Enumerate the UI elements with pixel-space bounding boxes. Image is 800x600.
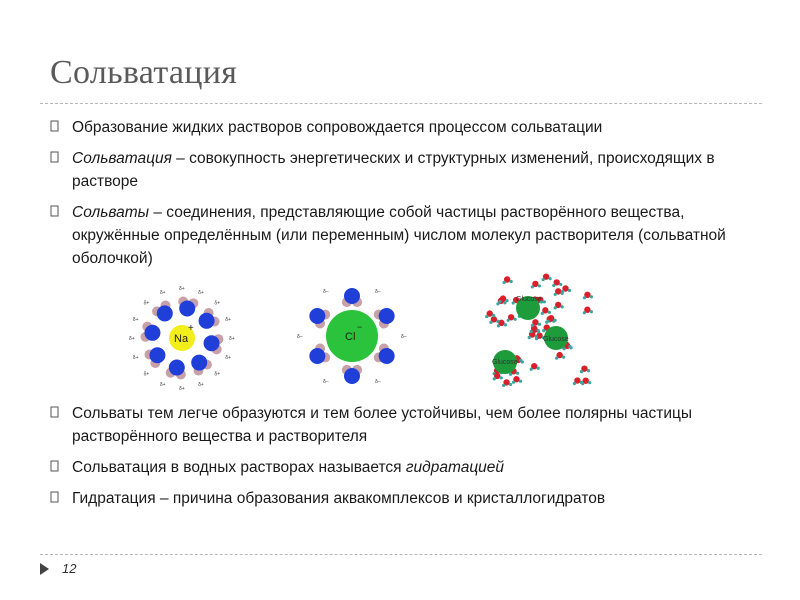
list-item xyxy=(50,201,755,270)
water-hydrogen-dot xyxy=(530,330,533,333)
water-hydrogen-dot xyxy=(509,383,512,386)
bullet-icon xyxy=(50,204,63,218)
bullet-icon xyxy=(50,150,63,164)
list-item xyxy=(50,487,755,510)
water-molecule xyxy=(309,308,330,329)
water-hydrogen-dot xyxy=(543,300,546,303)
dipole-mark: δ+ xyxy=(198,289,204,296)
water-hydrogen-dot xyxy=(516,372,519,375)
bullet-icon xyxy=(50,119,63,133)
water-hydrogen-dot xyxy=(485,315,488,318)
dipole-mark: δ+ xyxy=(225,316,231,323)
dipole-mark: δ+ xyxy=(214,300,221,307)
water-hydrogen-dot xyxy=(554,319,557,322)
footer-divider xyxy=(40,554,762,555)
water-hydrogen-dot xyxy=(583,296,586,299)
oxygen-atom xyxy=(344,288,360,304)
water-hydrogen-dot xyxy=(568,345,571,348)
water-hydrogen-dot xyxy=(554,306,557,309)
water-hydrogen-dot xyxy=(531,285,534,288)
dipole-mark: δ+ xyxy=(214,371,221,378)
sodium-label: Na xyxy=(174,333,189,345)
bullet-text: – соединения, представляющие собой частицы растворённого вещества, окружённые определённым (или переменным) числом молекул растворителя (сольватной оболочкой) xyxy=(72,204,726,267)
page-number: 12 xyxy=(62,561,77,576)
water-molecule xyxy=(342,365,362,384)
oxygen-atom xyxy=(309,308,325,324)
water-hydrogen-dot xyxy=(549,277,552,280)
slide-title: Сольватация xyxy=(50,54,238,91)
water-hydrogen-dot xyxy=(552,284,555,287)
water-hydrogen-dot xyxy=(590,295,593,298)
title-divider xyxy=(40,103,762,104)
dipole-mark: δ+ xyxy=(143,300,150,307)
water-hydrogen-dot xyxy=(568,289,571,292)
water-hydrogen-dot xyxy=(561,290,564,293)
water-hydrogen-dot xyxy=(492,314,495,317)
water-hydrogen-dot xyxy=(587,369,590,372)
oxygen-atom xyxy=(379,348,395,364)
sodium-hydration-figure xyxy=(130,283,240,393)
water-hydrogen-dot xyxy=(542,278,545,281)
water-hydrogen-dot xyxy=(510,280,513,283)
dipole-mark: δ+ xyxy=(179,386,185,392)
oxygen-atom xyxy=(149,347,165,363)
water-hydrogen-dot xyxy=(580,381,583,384)
glucose-label: Glucose xyxy=(516,296,542,303)
bullet-icon xyxy=(50,459,63,473)
bullet-term: Сольваты xyxy=(72,204,150,221)
bullet-text: Образование жидких растворов сопровождается процессом сольватации xyxy=(72,119,603,136)
water-hydrogen-dot xyxy=(537,329,540,332)
dipole-mark: δ+ xyxy=(132,316,139,323)
water-hydrogen-dot xyxy=(502,384,505,387)
bullet-term: Сольватация xyxy=(72,150,172,167)
water-hydrogen-dot xyxy=(537,367,540,370)
list-item xyxy=(50,402,755,448)
dipole-mark: δ+ xyxy=(129,336,135,342)
water-hydrogen-dot xyxy=(588,381,591,384)
water-molecule xyxy=(374,308,395,329)
sodium-charge: + xyxy=(188,323,194,334)
water-hydrogen-dot xyxy=(562,355,565,358)
dipole-mark: δ+ xyxy=(225,355,231,362)
water-hydrogen-dot xyxy=(528,336,531,339)
dipole-mark: δ+ xyxy=(132,355,139,362)
dipole-mark: δ– xyxy=(323,288,329,295)
water-hydrogen-dot xyxy=(590,310,593,313)
water-molecule xyxy=(144,347,165,368)
chloride-charge: − xyxy=(357,322,363,332)
water-molecule xyxy=(191,355,212,376)
water-hydrogen-dot xyxy=(580,370,583,373)
glucose-solution-figure xyxy=(483,268,598,390)
water-hydrogen-dot xyxy=(497,324,500,327)
dipole-mark: δ+ xyxy=(229,336,235,342)
water-hydrogen-dot xyxy=(559,283,562,286)
water-hydrogen-dot xyxy=(547,320,550,323)
water-hydrogen-dot xyxy=(530,368,533,371)
oxygen-atom xyxy=(157,305,173,321)
dipole-mark: δ– xyxy=(297,334,303,340)
water-molecule xyxy=(374,343,395,364)
dipole-mark: δ+ xyxy=(159,382,166,389)
bullet-term: гидратацией xyxy=(405,459,505,476)
bullet-text: Гидратация – причина образования аквакомплексов и кристаллогидратов xyxy=(72,490,606,507)
water-hydrogen-dot xyxy=(519,380,522,383)
water-hydrogen-dot xyxy=(555,356,558,359)
water-hydrogen-dot xyxy=(548,311,551,314)
water-hydrogen-dot xyxy=(512,381,515,384)
water-molecule xyxy=(152,300,173,321)
water-hydrogen-dot xyxy=(538,323,541,326)
dipole-mark: δ+ xyxy=(198,382,204,389)
water-hydrogen-dot xyxy=(503,281,506,284)
water-hydrogen-dot xyxy=(531,324,534,327)
water-molecule xyxy=(342,288,362,307)
bullet-icon xyxy=(50,490,63,504)
dipole-mark: δ– xyxy=(375,379,381,386)
dipole-mark: δ+ xyxy=(159,289,166,296)
water-hydrogen-dot xyxy=(498,300,501,303)
oxygen-atom xyxy=(199,313,215,329)
glucose-label: Glucose xyxy=(543,336,569,343)
water-hydrogen-dot xyxy=(512,301,515,304)
water-hydrogen-dot xyxy=(505,299,508,302)
list-item xyxy=(50,456,755,479)
bullet-icon xyxy=(50,405,63,419)
dipole-mark: δ– xyxy=(323,379,329,386)
dipole-mark: δ– xyxy=(375,288,381,295)
dipole-mark: δ+ xyxy=(179,286,185,292)
chloride-label: Cl xyxy=(345,331,356,343)
oxygen-atom xyxy=(379,308,395,324)
water-molecule xyxy=(141,322,161,342)
water-hydrogen-dot xyxy=(489,321,492,324)
water-hydrogen-dot xyxy=(541,312,544,315)
dipole-mark: δ– xyxy=(401,334,407,340)
bullet-text: – совокупность энергетических и структурных изменений, происходящих в растворе xyxy=(72,150,715,190)
oxygen-atom xyxy=(144,325,160,341)
dipole-mark: δ+ xyxy=(143,371,150,378)
play-arrow-icon xyxy=(40,563,49,575)
water-hydrogen-dot xyxy=(504,323,507,326)
water-molecule xyxy=(166,360,186,380)
bullet-text: Сольватация в водных растворах называется xyxy=(72,459,406,476)
water-hydrogen-dot xyxy=(496,320,499,323)
water-hydrogen-dot xyxy=(554,293,557,296)
water-hydrogen-dot xyxy=(507,319,510,322)
oxygen-atom xyxy=(344,368,360,384)
oxygen-atom xyxy=(309,348,325,364)
water-hydrogen-dot xyxy=(538,284,541,287)
water-hydrogen-dot xyxy=(500,376,503,379)
water-hydrogen-dot xyxy=(583,311,586,314)
bullet-list-top xyxy=(50,116,755,278)
water-molecule xyxy=(199,308,220,329)
bullet-list-bottom xyxy=(50,402,755,518)
bullet-text: Сольваты тем легче образуются и тем более устойчивы, чем более полярны частицы растворённого вещества и растворителя xyxy=(72,405,693,445)
list-item xyxy=(50,147,755,193)
water-hydrogen-dot xyxy=(573,382,576,385)
oxygen-atom xyxy=(191,355,207,371)
list-item xyxy=(50,116,755,139)
water-molecule xyxy=(309,343,330,364)
glucose-label: Glucose xyxy=(492,359,518,366)
chloride-hydration-figure xyxy=(292,281,422,391)
oxygen-atom xyxy=(204,335,220,351)
water-hydrogen-dot xyxy=(535,335,538,338)
water-hydrogen-dot xyxy=(493,377,496,380)
oxygen-atom xyxy=(179,300,195,316)
water-hydrogen-dot xyxy=(514,318,517,321)
water-hydrogen-dot xyxy=(561,305,564,308)
water-hydrogen-dot xyxy=(519,359,522,362)
water-hydrogen-dot xyxy=(542,329,545,332)
water-molecule xyxy=(204,334,224,354)
oxygen-atom xyxy=(169,360,185,376)
water-molecule xyxy=(178,297,198,317)
